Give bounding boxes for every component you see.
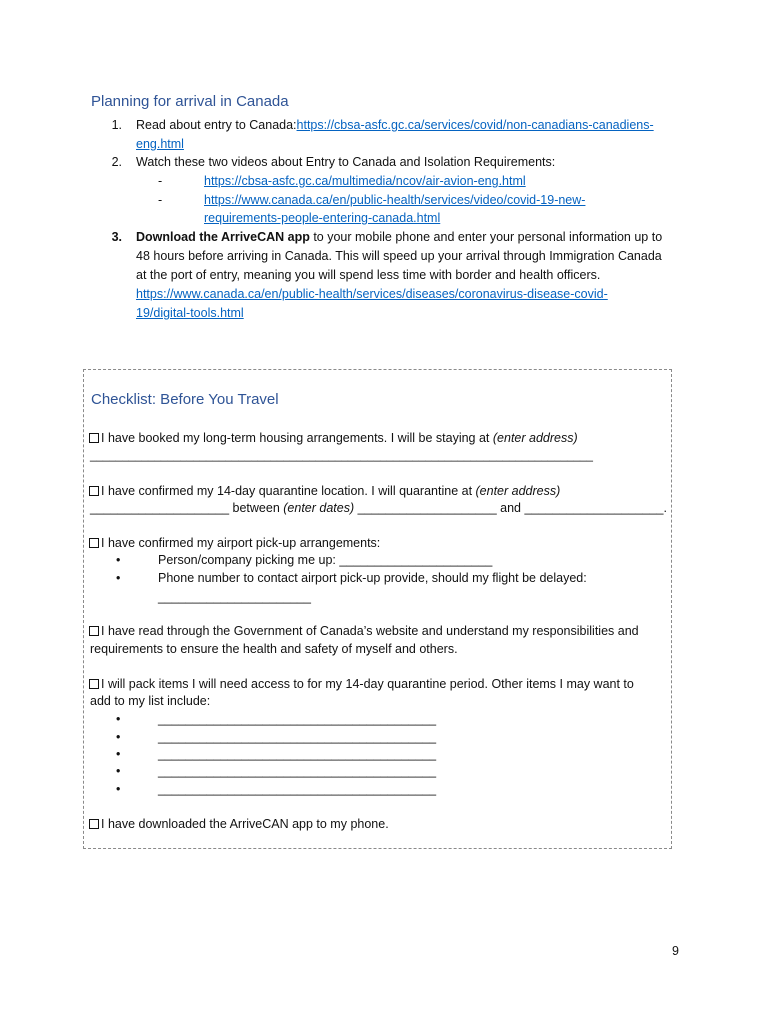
pack-item-blank[interactable]: ________________________________________ — [158, 747, 437, 761]
checkbox-arrivecan[interactable] — [89, 819, 99, 829]
item-3-text-a: to your mobile phone and enter your personal information up to — [309, 230, 663, 244]
item-2-number: 2. — [111, 155, 122, 169]
pickup-phone-label: Phone number to contact airport pick-up provide, should my flight be delayed: — [158, 571, 587, 585]
housing-blank[interactable]: ______________________________________________________________________________ — [90, 449, 593, 462]
quarantine-address-hint: (enter address) — [475, 484, 561, 498]
checklist-item-responsibilities — [89, 623, 639, 639]
bullet: • — [116, 712, 121, 726]
digital-tools-link[interactable]: https://www.canada.ca/en/public-health/services/diseases/coronavirus-disease-covid- — [136, 287, 608, 301]
item-3-number: 3. — [111, 230, 122, 244]
between-word: between — [229, 501, 284, 515]
pack-item-blank[interactable]: ________________________________________ — [158, 712, 437, 726]
bullet: • — [116, 782, 121, 796]
end-date-blank[interactable]: ____________________. — [524, 501, 667, 515]
bullet: • — [116, 747, 121, 761]
dash-2: - — [158, 193, 163, 207]
item-1-line-1 — [136, 117, 654, 133]
video-link-1[interactable]: https://cbsa-asfc.gc.ca/multimedia/ncov/air-avion-eng.html — [204, 174, 526, 188]
checkbox-quarantine[interactable] — [89, 486, 99, 496]
checklist-item-quarantine — [89, 483, 560, 499]
dash-1: - — [158, 174, 163, 188]
checklist-item-housing — [89, 430, 578, 446]
quarantine-text: I have confirmed my 14-day quarantine location. I will quarantine at — [101, 484, 476, 498]
pack-item-blank[interactable]: ________________________________________ — [158, 730, 437, 744]
digital-tools-link-cont[interactable]: 19/digital-tools.html — [136, 306, 244, 320]
arrivecan-bold: Download the ArriveCAN app — [136, 230, 310, 244]
video-link-2[interactable]: https://www.canada.ca/en/public-health/services/video/covid-19-new- — [204, 193, 586, 207]
page-number: 9 — [672, 944, 679, 958]
checkbox-pack[interactable] — [89, 679, 99, 689]
cbsa-entry-link-cont[interactable]: eng.html — [136, 137, 184, 151]
cbsa-entry-link[interactable]: https://cbsa-asfc.gc.ca/services/covid/non-canadians-canadiens- — [296, 118, 654, 132]
pack-text-b: add to my list include: — [90, 694, 211, 708]
pack-text-a: I will pack items I will need access to for my 14-day quarantine period. Other items I may want to — [101, 677, 634, 691]
pack-item-blank[interactable]: ________________________________________ — [158, 782, 437, 796]
item-3-text-c: at the port of entry, meaning you will spend less time with border and health officers. — [136, 268, 601, 282]
checkbox-responsibilities[interactable] — [89, 626, 99, 636]
bullet: • — [116, 571, 121, 585]
quarantine-address-blank[interactable]: ____________________ — [90, 501, 230, 515]
checklist-item-arrivecan — [89, 816, 389, 832]
item-2-text: Watch these two videos about Entry to Canada and Isolation Requirements: — [136, 155, 556, 169]
bullet: • — [116, 764, 121, 778]
responsibilities-text-a: I have read through the Government of Canada’s website and understand my responsibilities and — [101, 624, 639, 638]
pack-item-blank[interactable]: ________________________________________ — [158, 764, 437, 778]
pickup-phone-blank[interactable]: ______________________ — [158, 590, 311, 604]
checkbox-pickup[interactable] — [89, 538, 99, 548]
bullet: • — [116, 730, 121, 744]
video-link-2-cont[interactable]: requirements-people-entering-canada.html — [204, 211, 441, 225]
housing-text: I have booked my long-term housing arrangements. I will be staying at — [101, 431, 493, 445]
checklist-title: Checklist: Before You Travel — [91, 391, 279, 408]
item-3-line-1 — [136, 229, 662, 245]
checkbox-housing[interactable] — [89, 433, 99, 443]
dates-hint: (enter dates) — [283, 501, 355, 515]
arrivecan-text: I have downloaded the ArriveCAN app to my phone. — [101, 817, 389, 831]
pickup-person-field[interactable]: Person/company picking me up: ______________________ — [158, 553, 493, 567]
item-1-text: Read about entry to Canada: — [136, 118, 297, 132]
start-date-blank[interactable]: ____________________ — [354, 501, 497, 515]
bullet: • — [116, 553, 121, 567]
housing-address-hint: (enter address) — [492, 431, 578, 445]
responsibilities-text-b: requirements to ensure the health and safety of myself and others. — [90, 642, 458, 656]
section-title: Planning for arrival in Canada — [91, 93, 289, 110]
checklist-item-pack — [89, 676, 634, 692]
quarantine-dates-line — [90, 500, 667, 516]
checklist-item-pickup — [89, 535, 380, 551]
item-3-text-b: 48 hours before arriving in Canada. This will speed up your arrival through Immigration Canada — [136, 249, 662, 263]
pickup-text: I have confirmed my airport pick-up arrangements: — [101, 536, 381, 550]
and-word: and — [496, 501, 525, 515]
item-1-number: 1. — [111, 118, 122, 132]
